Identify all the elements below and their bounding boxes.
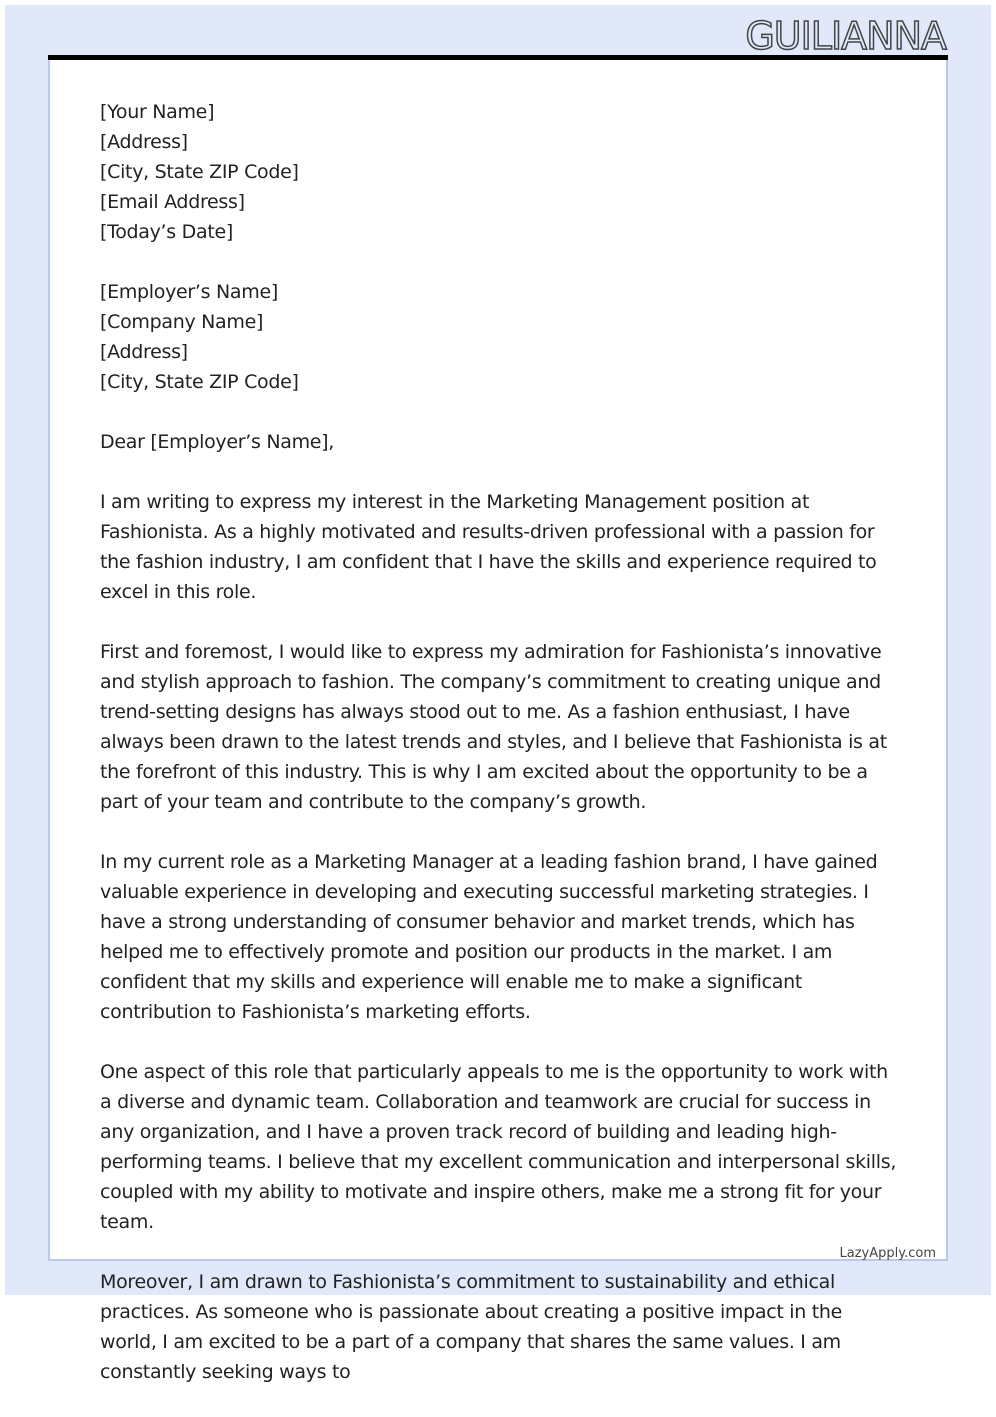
sender-email: [Email Address] bbox=[100, 191, 245, 213]
sender-city: [City, State ZIP Code] bbox=[100, 161, 299, 183]
sender-address: [Address] bbox=[100, 131, 188, 153]
body-paragraph-5: Moreover, I am drawn to Fashionista’s commitment to sustainability and ethical practices. As someone who is passionate about creating a positive impact in the world, I am excited to be a part of a company that shares the same values. I am constantly seeking ways to bbox=[100, 1271, 843, 1383]
watermark: LazyApply.com bbox=[839, 1246, 936, 1261]
body-paragraph-4: One aspect of this role that particularly appeals to me is the opportunity to work with a diverse and dynamic team. Collaboration and teamwork are crucial for success in any organization, and I have a proven track record of building and leading high-performing teams. I believe that my excellent communication and interpersonal skills, coupled with my ability to motivate and inspire others, make me a strong fit for your team. bbox=[100, 1061, 897, 1233]
sender-block bbox=[100, 97, 900, 247]
recipient-company: [Company Name] bbox=[100, 311, 264, 333]
recipient-address: [Address] bbox=[100, 341, 188, 363]
recipient-block bbox=[100, 277, 900, 397]
brand-name: GUILIANNA bbox=[745, 14, 946, 58]
body-paragraph-3: In my current role as a Marketing Manager at a leading fashion brand, I have gained valuable experience in developing and executing successful marketing strategies. I have a strong understanding of consumer behavior and market trends, which has helped me to effectively promote and position our products in the market. I am confident that my skills and experience will enable me to make a significant contribution to Fashionista’s marketing efforts. bbox=[100, 851, 878, 1023]
body-paragraph-2: First and foremost, I would like to express my admiration for Fashionista’s innovative and stylish approach to fashion. The company’s commitment to creating unique and trend-setting designs has always stood out to me. As a fashion enthusiast, I have always been drawn to the latest trends and styles, and I believe that Fashionista is at the forefront of this industry. This is why I am excited about the opportunity to be a part of your team and contribute to the company’s growth. bbox=[100, 641, 887, 813]
recipient-city: [City, State ZIP Code] bbox=[100, 371, 299, 393]
sender-name: [Your Name] bbox=[100, 101, 215, 123]
salutation: Dear [Employer’s Name], bbox=[100, 431, 335, 453]
recipient-employer: [Employer’s Name] bbox=[100, 281, 278, 303]
body-paragraph-1: I am writing to express my interest in the Marketing Management position at Fashionista. As a highly motivated and results-driven professional with a passion for the fashion industry, I am confident that I have the skills and experience required to excel in this role. bbox=[100, 491, 877, 603]
sender-date: [Today’s Date] bbox=[100, 221, 233, 243]
cover-letter bbox=[100, 97, 900, 1417]
